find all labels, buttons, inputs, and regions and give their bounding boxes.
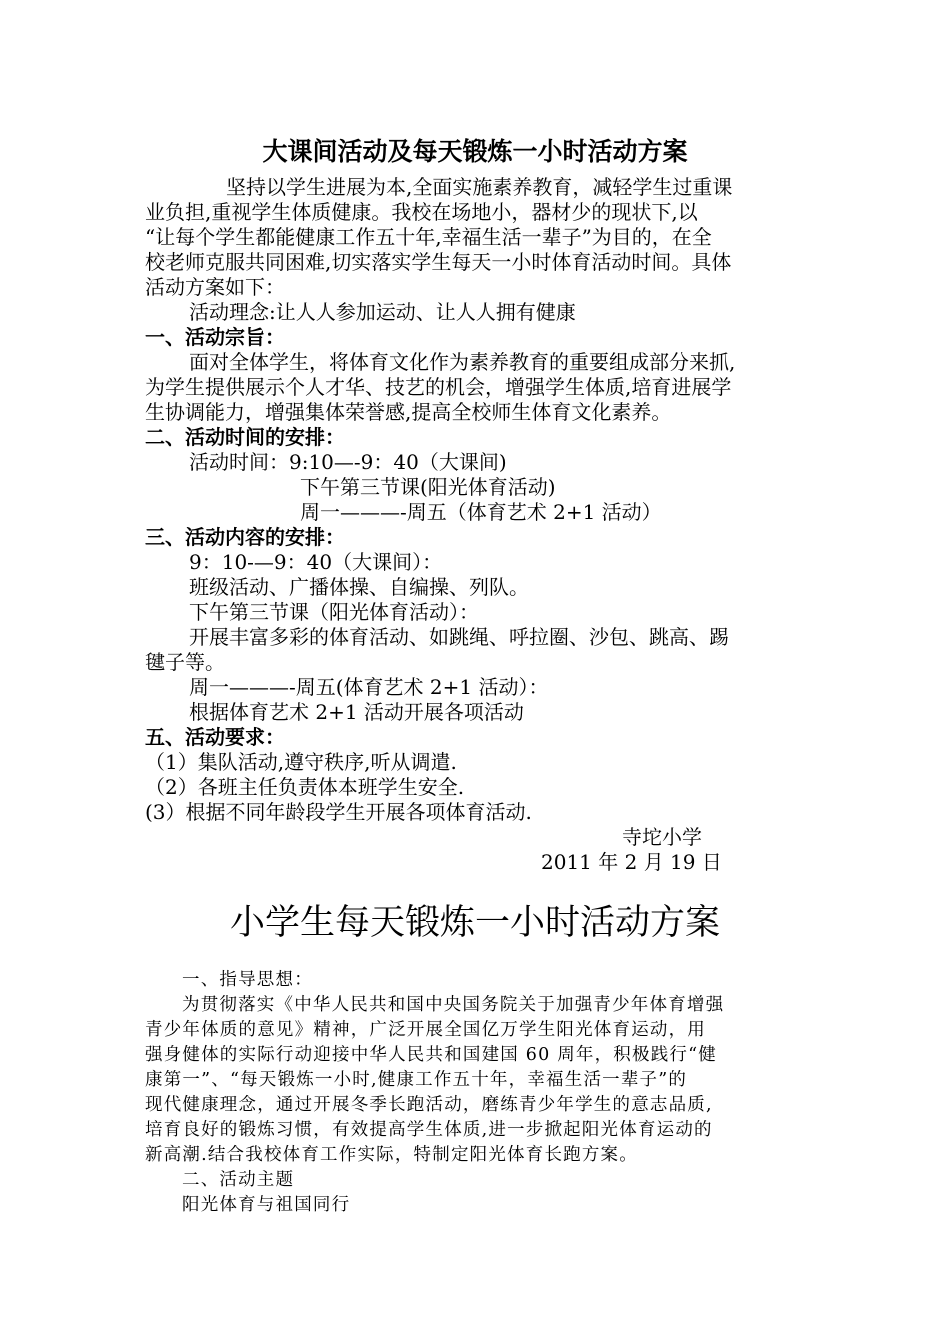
doc2-para1-line-7: 新高潮.结合我校体育工作实际，特制定阳光体育长跑方案。 [145, 1145, 638, 1165]
doc2-para1-line-2: 青少年体质的意见》精神，广泛开展全国亿万学生阳光体育运动，用 [145, 1020, 706, 1040]
doc1-intro-line-4: 校老师克服共同困难,切实落实学生每天一小时体育活动时间。具体 [145, 250, 732, 274]
doc1-intro-line-2: 业负担,重视学生体质健康。我校在场地小，器材少的现状下,以 [145, 200, 698, 224]
doc1-section1-line-3: 生协调能力，增强集体荣誉感,提高全校师生体育文化素养。 [145, 400, 672, 424]
doc2-para2: 阳光体育与祖国同行 [182, 1195, 351, 1215]
doc1-intro-line-5: 活动方案如下： [145, 275, 285, 299]
doc1-section2-line-3: 周一———-周五（体育艺术 2+1 活动） [300, 500, 662, 524]
doc1-intro-line-3: “让每个学生都能健康工作五十年,幸福生活一辈子”为目的，在全 [145, 225, 712, 249]
doc1-section5-line-3: (3）根据不同年龄段学生开展各项体育活动. [145, 800, 532, 824]
doc1-section5-heading: 五、活动要求： [145, 725, 285, 749]
doc1-section2-line-1: 活动时间：9:10—-9：40（大课间) [189, 450, 507, 474]
doc1-date: 2011 年 2 月 19 日 [541, 850, 722, 874]
doc1-intro-line-1: 坚持以学生进展为本,全面实施素养教育，减轻学生过重课 [226, 175, 733, 199]
doc1-section1-heading: 一、活动宗旨： [145, 325, 285, 349]
doc2-para1-line-4: 康第一”、“每天锻炼一小时,健康工作五十年，幸福生活一辈子”的 [145, 1070, 688, 1090]
doc2-para1-line-5: 现代健康理念，通过开展冬季长跑活动，磨练青少年学生的意志品质, [145, 1095, 713, 1115]
doc1-section3-line-7: 根据体育艺术 2+1 活动开展各项活动 [189, 700, 524, 724]
doc2-heading-2: 二、活动主题 [182, 1170, 295, 1190]
doc1-section5-line-2: （2）各班主任负责体本班学生安全. [145, 775, 465, 799]
doc2-para1-line-3: 强身健体的实际行动迎接中华人民共和国建国 60 周年，积极践行“健 [145, 1045, 717, 1065]
doc1-concept: 活动理念:让人人参加运动、让人人拥有健康 [189, 300, 576, 324]
doc1-section3-heading: 三、活动内容的安排： [145, 525, 345, 549]
doc1-section3-line-5: 毽子等。 [145, 650, 225, 674]
doc2-heading-1: 一、指导思想： [182, 970, 313, 990]
doc1-section3-line-6: 周一———-周五(体育艺术 2+1 活动）： [189, 675, 549, 699]
doc2-para1-line-6: 培育良好的锻炼习惯，有效提高学生体质,进一步掀起阳光体育运动的 [145, 1120, 713, 1140]
doc2-title: 小学生每天锻炼一小时活动方案 [229, 903, 720, 943]
doc1-school-signature: 寺坨小学 [622, 825, 702, 849]
doc2-para1-line-1: 为贯彻落实《中华人民共和国中央国务院关于加强青少年体育增强 [182, 995, 725, 1015]
doc1-section2-heading: 二、活动时间的安排： [145, 425, 345, 449]
doc1-section1-line-1: 面对全体学生，将体育文化作为素养教育的重要组成部分来抓, [189, 350, 736, 374]
doc1-section5-line-1: （1）集队活动,遵守秩序,听从调遣. [145, 750, 457, 774]
doc1-section3-line-3: 下午第三节课（阳光体育活动）： [189, 600, 479, 624]
doc1-section2-line-2: 下午第三节课(阳光体育活动) [300, 475, 556, 499]
doc1-section3-line-2: 班级活动、广播体操、自编操、列队。 [189, 575, 529, 599]
doc1-section1-line-2: 为学生提供展示个人才华、技艺的机会，增强学生体质,培育进展学 [145, 375, 732, 399]
doc1-section3-line-1: 9：10-—9：40（大课间）： [189, 550, 443, 574]
doc1-title: 大课间活动及每天锻炼一小时活动方案 [262, 137, 688, 166]
doc1-section3-line-4: 开展丰富多彩的体育活动、如跳绳、呼拉圈、沙包、跳高、踢 [189, 625, 729, 649]
